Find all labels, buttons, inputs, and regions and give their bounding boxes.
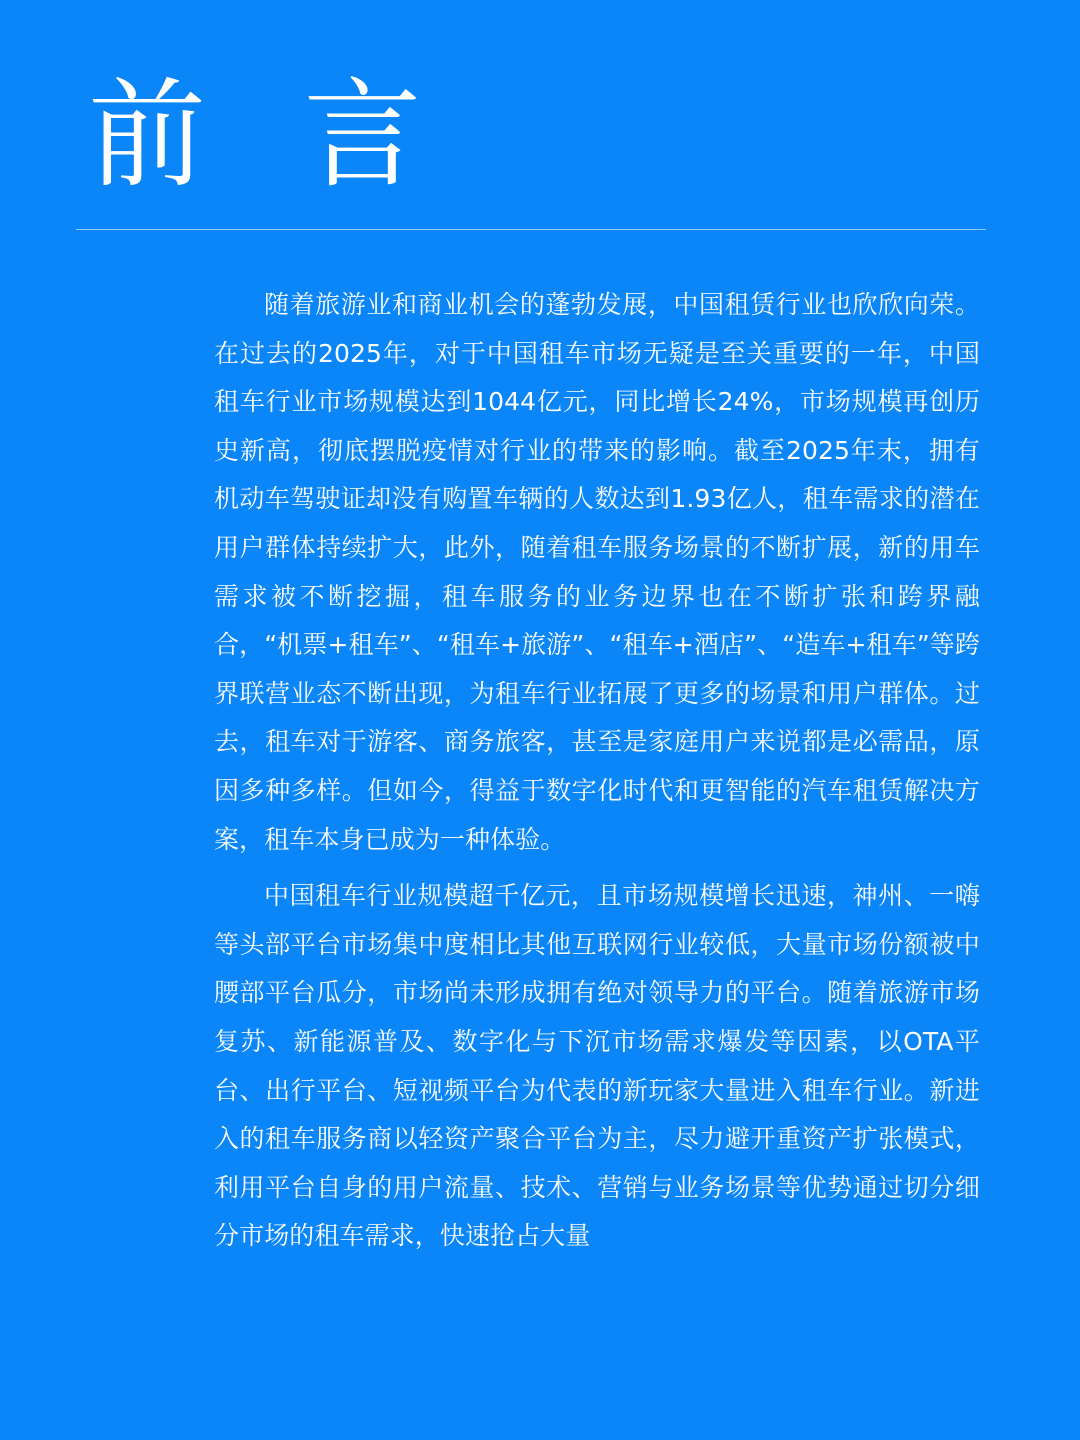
- paragraph: 随着旅游业和商业机会的蓬勃发展，中国租赁行业也欣欣向荣。在过去的2025年，对于中国租车市场无疑是至关重要的一年，中国租车行业市场规模达到1044亿元，同比增长24%，市场规模再创历史新高，彻底摆脱疫情对行业的带来的影响。截至2025年末，拥有机动车驾驶证却没有购置车辆的人数达到1.93亿人，租车需求的潜在用户群体持续扩大，此外，随着租车服务场景的不断扩展，新的用车需求被不断挖掘，租车服务的业务边界也在不断扩张和跨界融合，“机票+租车”、“租车+旅游”、“租车+酒店”、“造车+租车”等跨界联营业态不断出现，为租车行业拓展了更多的场景和用户群体。过去，租车对于游客、商务旅客，甚至是家庭用户来说都是必需品，原因多种多样。但如今，得益于数字化时代和更智能的汽车租赁解决方案，租车本身已成为一种体验。: [214, 290, 980, 854]
- preface-body: [214, 281, 980, 1321]
- title-divider: [76, 229, 986, 230]
- paragraph: 中国租车行业规模超千亿元，且市场规模增长迅速，神州、一嗨等头部平台市场集中度相比其他互联网行业较低，大量市场份额被中腰部平台瓜分，市场尚未形成拥有绝对领导力的平台。随着旅游市场复苏、新能源普及、数字化与下沉市场需求爆发等因素，以OTA平台、出行平台、短视频平台为代表的新玩家大量进入租车行业。新进入的租车服务商以轻资产聚合平台为主，尽力避开重资产扩张模式，利用平台自身的用户流量、技术、营销与业务场景等优势通过切分细分市场的租车需求，快速抢占大量: [214, 881, 980, 1251]
- page-title: 前 言: [88, 66, 452, 204]
